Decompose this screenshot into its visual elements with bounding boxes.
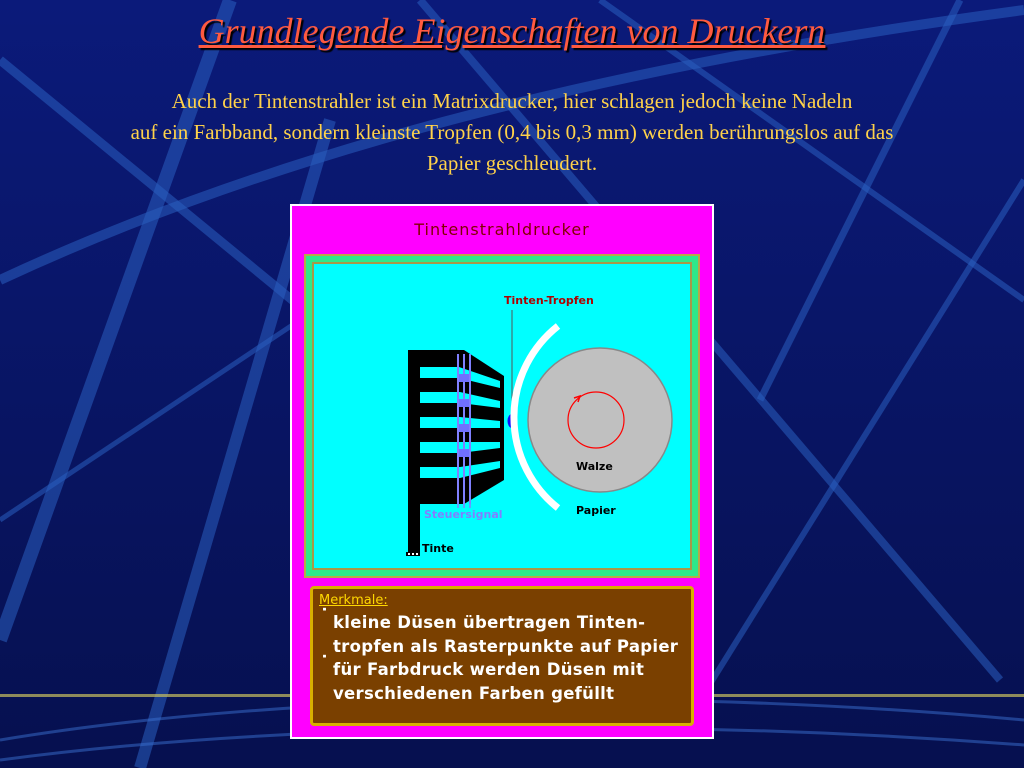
diagram-frame <box>304 254 700 578</box>
inkjet-diagram <box>312 262 692 570</box>
figure-title: Tintenstrahldrucker <box>414 220 590 239</box>
features-list <box>319 611 689 705</box>
list-item: ˙ kleine Düsen übertragen Tinten-tropfen als Rasterpunkte auf Papier <box>319 611 689 658</box>
diagram-graphic <box>314 264 690 568</box>
label-droplets: Tinten-Tropfen <box>504 294 594 307</box>
intro-text <box>40 86 984 179</box>
intro-line: Auch der Tintenstrahler ist ein Matrixdrucker, hier schlagen jedoch keine Nadeln <box>171 89 853 113</box>
label-signal: Steuersignal <box>424 508 503 521</box>
features-box <box>310 586 694 726</box>
intro-line: Papier geschleudert. <box>426 151 598 175</box>
features-heading: Merkmale: <box>319 593 388 608</box>
intro-line: auf ein Farbband, sondern kleinste Tropfen (0,4 bis 0,3 mm) werden berührungslos auf das <box>130 120 894 144</box>
list-item: ˙ für Farbdruck werden Düsen mit verschiedenen Farben gefüllt <box>319 658 689 705</box>
printer-figure <box>290 204 714 739</box>
slide-title: Grundlegende Eigenschaften von Druckern <box>198 11 826 51</box>
label-roller: Walze <box>576 460 613 473</box>
label-ink: Tinte <box>422 542 454 555</box>
label-paper: Papier <box>576 504 616 517</box>
